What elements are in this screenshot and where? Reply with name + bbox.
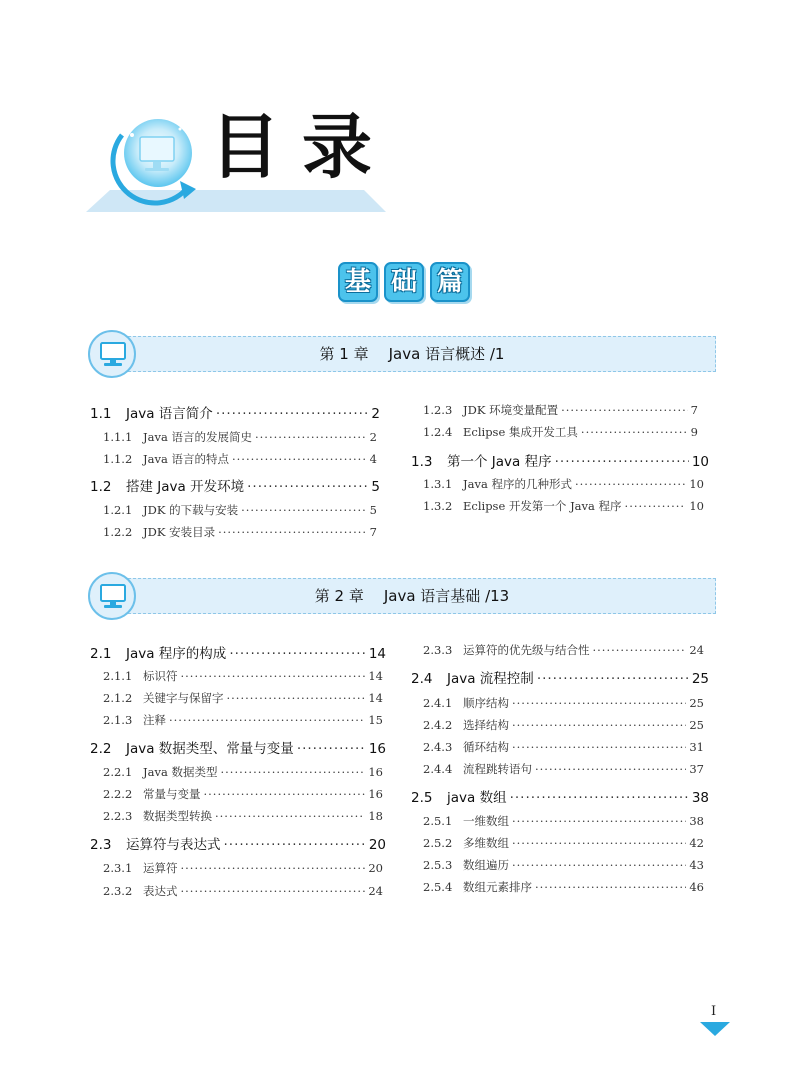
toc-entry-page: 14 — [368, 669, 383, 683]
toc-entry-page: 46 — [689, 880, 704, 894]
toc-entry[interactable] — [103, 668, 383, 684]
toc-entry[interactable] — [423, 498, 704, 514]
toc-entry-number: 2.5.3 — [423, 858, 453, 872]
toc-entry-label: 运算符 — [143, 861, 178, 875]
leader-dots — [216, 406, 369, 422]
toc-entry-number: 2.3.3 — [423, 643, 453, 657]
toc-entry[interactable] — [90, 642, 386, 662]
leader-dots — [581, 425, 688, 439]
toc-entry-page: 4 — [369, 452, 377, 466]
leader-dots — [297, 741, 366, 757]
toc-entry-page: 14 — [368, 691, 383, 705]
toc-entry[interactable] — [103, 451, 377, 467]
toc-entry[interactable] — [423, 402, 698, 418]
chapter-name: Java 语言概述 /1 — [388, 345, 505, 363]
leader-dots — [512, 740, 686, 754]
toc-entry[interactable] — [423, 835, 704, 851]
toc-entry-page: 24 — [368, 884, 383, 898]
toc-entry-label: java 数组 — [447, 790, 507, 806]
leader-dots — [512, 858, 686, 872]
chapter-1-header — [88, 330, 716, 378]
computer-globe-icon — [100, 105, 210, 210]
toc-entry-number: 1.3 — [411, 454, 433, 470]
part-title-char: 篇 — [430, 262, 470, 302]
toc-entry-page: 18 — [368, 809, 383, 823]
toc-entry-number: 2.2.2 — [103, 787, 133, 801]
toc-entry-number: 2.2 — [90, 741, 112, 757]
toc-entry-number: 1.2 — [90, 479, 112, 495]
leader-dots — [555, 454, 689, 470]
toc-entry-page: 10 — [689, 477, 704, 491]
toc-entry[interactable] — [103, 860, 383, 876]
toc-entry[interactable] — [411, 667, 709, 687]
toc-entry-label: JDK 安装目录 — [143, 525, 216, 539]
toc-entry-page: 38 — [689, 814, 704, 828]
toc-entry-label: Eclipse 开发第一个 Java 程序 — [463, 499, 622, 513]
toc-entry-page: 10 — [689, 499, 704, 513]
toc-entry-number: 1.2.4 — [423, 425, 453, 439]
toc-entry-number: 2.1.1 — [103, 669, 133, 683]
toc-entry-number: 2.2.1 — [103, 765, 133, 779]
toc-entry-label: 一维数组 — [463, 814, 509, 828]
toc-entry-page: 16 — [368, 787, 383, 801]
chapter-number: 第 2 章 — [314, 587, 364, 605]
part-title-char: 础 — [384, 262, 424, 302]
toc-entry-page: 7 — [369, 525, 377, 539]
leader-dots — [537, 671, 689, 687]
toc-entry[interactable] — [411, 450, 709, 470]
toc-entry-label: 流程跳转语句 — [463, 762, 532, 776]
leader-dots — [575, 477, 686, 491]
toc-entry[interactable] — [103, 883, 383, 899]
toc-entry-number: 2.2.3 — [103, 809, 133, 823]
leader-dots — [510, 790, 689, 806]
toc-entry-number: 2.3 — [90, 837, 112, 853]
toc-entry-page: 16 — [368, 765, 383, 779]
part-title-char: 基 — [338, 262, 378, 302]
toc-entry-label: 数据类型转换 — [143, 809, 212, 823]
toc-entry-number: 2.4.3 — [423, 740, 453, 754]
toc-entry-page: 20 — [368, 837, 386, 853]
toc-entry[interactable] — [103, 808, 383, 824]
toc-entry-page: 43 — [689, 858, 704, 872]
toc-entry-label: Java 数据类型 — [143, 765, 218, 779]
toc-entry-page: 7 — [690, 403, 698, 417]
toc-entry-number: 2.1 — [90, 646, 112, 662]
toc-entry-label: 表达式 — [143, 884, 178, 898]
leader-dots — [625, 499, 687, 513]
toc-entry[interactable] — [90, 833, 386, 853]
toc-entry[interactable] — [103, 502, 377, 518]
toc-entry-page: 31 — [689, 740, 704, 754]
toc-entry[interactable] — [103, 786, 383, 802]
toc-entry[interactable] — [423, 476, 704, 492]
toc-entry[interactable] — [423, 813, 704, 829]
toc-entry-label: 循环结构 — [463, 740, 509, 754]
toc-entry-page: 42 — [689, 836, 704, 850]
part-title — [338, 262, 470, 302]
toc-entry[interactable] — [103, 429, 377, 445]
toc-entry-page: 15 — [368, 713, 383, 727]
toc-entry[interactable] — [423, 761, 704, 777]
toc-entry-label: 数组元素排序 — [463, 880, 532, 894]
toc-entry-page: 20 — [368, 861, 383, 875]
leader-dots — [561, 403, 688, 417]
toc-entry-label: Java 语言的特点 — [143, 452, 229, 466]
leader-dots — [247, 479, 368, 495]
leader-dots — [204, 787, 366, 801]
toc-entry-label: 顺序结构 — [463, 696, 509, 710]
chapter-title[interactable] — [108, 336, 716, 372]
leader-dots — [181, 884, 366, 898]
leader-dots — [512, 696, 686, 710]
toc-entry-label: 运算符与表达式 — [126, 837, 221, 853]
toc-entry[interactable] — [423, 695, 704, 711]
toc-entry-number: 2.5 — [411, 790, 433, 806]
page-title: 目录 — [210, 106, 394, 188]
toc-entry-page: 5 — [369, 503, 377, 517]
toc-entry-label: 常量与变量 — [143, 787, 201, 801]
toc-entry-page: 25 — [689, 696, 704, 710]
leader-dots — [241, 503, 367, 517]
toc-entry-page: 2 — [371, 406, 380, 422]
toc-entry-label: Java 程序的几种形式 — [463, 477, 572, 491]
toc-entry-page: 5 — [371, 479, 380, 495]
toc-entry-number: 1.3.2 — [423, 499, 453, 513]
toc-entry[interactable] — [103, 524, 377, 540]
toc-entry-number: 1.1.1 — [103, 430, 133, 444]
toc-entry-label: 标识符 — [143, 669, 178, 683]
toc-entry-label: Java 流程控制 — [447, 671, 534, 687]
toc-entry-label: Java 程序的构成 — [126, 646, 227, 662]
toc-entry-page: 24 — [689, 643, 704, 657]
toc-entry-label: 注释 — [143, 713, 166, 727]
toc-entry-number: 2.3.1 — [103, 861, 133, 875]
toc-entry-label: 关键字与保留字 — [143, 691, 224, 705]
toc-entry[interactable] — [90, 737, 386, 757]
leader-dots — [181, 861, 366, 875]
toc-entry-number: 2.5.1 — [423, 814, 453, 828]
toc-entry-label: JDK 的下载与安装 — [143, 503, 239, 517]
toc-entry[interactable] — [103, 712, 383, 728]
toc-entry[interactable] — [423, 739, 704, 755]
toc-entry-number: 2.4.2 — [423, 718, 453, 732]
leader-dots — [512, 814, 686, 828]
leader-dots — [593, 643, 687, 657]
toc-entry-label: 数组遍历 — [463, 858, 509, 872]
chapter-2-header — [88, 572, 716, 620]
toc-entry-number: 2.1.3 — [103, 713, 133, 727]
leader-dots — [227, 691, 366, 705]
chapter-title[interactable] — [108, 578, 716, 614]
toc-entry[interactable] — [103, 690, 383, 706]
toc-entry-label: 搭建 Java 开发环境 — [126, 479, 245, 495]
toc-entry-number: 2.4 — [411, 671, 433, 687]
toc-entry-number: 1.1.2 — [103, 452, 133, 466]
toc-entry-label: JDK 环境变量配置 — [463, 403, 559, 417]
toc-entry-page: 14 — [368, 646, 386, 662]
leader-dots — [215, 809, 365, 823]
toc-entry[interactable] — [423, 424, 698, 440]
leader-dots — [169, 713, 365, 727]
toc-entry[interactable] — [103, 764, 383, 780]
toc-entry[interactable] — [90, 402, 380, 422]
toc-entry-number: 2.3.2 — [103, 884, 133, 898]
toc-entry-page: 25 — [691, 671, 709, 687]
toc-entry-number: 1.2.2 — [103, 525, 133, 539]
toc-entry-label: Eclipse 集成开发工具 — [463, 425, 578, 439]
toc-entry-label: Java 数据类型、常量与变量 — [126, 741, 294, 757]
toc-entry-page: 37 — [689, 762, 704, 776]
toc-entry-label: 选择结构 — [463, 718, 509, 732]
toc-entry-label: Java 语言的发展简史 — [143, 430, 252, 444]
toc-entry[interactable] — [411, 786, 709, 806]
toc-entry[interactable] — [423, 642, 704, 658]
toc-entry-number: 2.4.1 — [423, 696, 453, 710]
toc-entry[interactable] — [423, 857, 704, 873]
toc-entry-page: 25 — [689, 718, 704, 732]
toc-entry-page: 2 — [369, 430, 377, 444]
toc-entry-label: 运算符的优先级与结合性 — [463, 643, 590, 657]
chapter-name: Java 语言基础 /13 — [383, 587, 510, 605]
leader-dots — [535, 762, 686, 776]
toc-entry-number: 1.3.1 — [423, 477, 453, 491]
toc-entry-number: 2.5.2 — [423, 836, 453, 850]
leader-dots — [512, 718, 686, 732]
toc-entry-label: 第一个 Java 程序 — [447, 454, 552, 470]
toc-entry-number: 1.2.3 — [423, 403, 453, 417]
leader-dots — [232, 452, 367, 466]
toc-entry[interactable] — [423, 717, 704, 733]
toc-entry-label: Java 语言简介 — [126, 406, 213, 422]
toc-entry-label: 多维数组 — [463, 836, 509, 850]
toc-entry-page: 16 — [368, 741, 386, 757]
leader-dots — [535, 880, 686, 894]
leader-dots — [218, 525, 367, 539]
leader-dots — [512, 836, 686, 850]
toc-entry-page: 9 — [690, 425, 698, 439]
chapter-number: 第 1 章 — [319, 345, 369, 363]
toc-entry-number: 2.4.4 — [423, 762, 453, 776]
leader-dots — [229, 646, 366, 662]
leader-dots — [181, 669, 366, 683]
page-number: I — [711, 1004, 717, 1019]
toc-entry-page: 10 — [691, 454, 709, 470]
toc-entry[interactable] — [423, 879, 704, 895]
toc-entry-number: 1.2.1 — [103, 503, 133, 517]
leader-dots — [255, 430, 367, 444]
leader-dots — [220, 765, 365, 779]
toc-entry-number: 2.5.4 — [423, 880, 453, 894]
leader-dots — [224, 837, 366, 853]
toc-entry-number: 1.1 — [90, 406, 112, 422]
toc-entry-page: 38 — [691, 790, 709, 806]
toc-entry[interactable] — [90, 475, 380, 495]
triangle-down-icon — [700, 1022, 730, 1036]
toc-entry-number: 2.1.2 — [103, 691, 133, 705]
